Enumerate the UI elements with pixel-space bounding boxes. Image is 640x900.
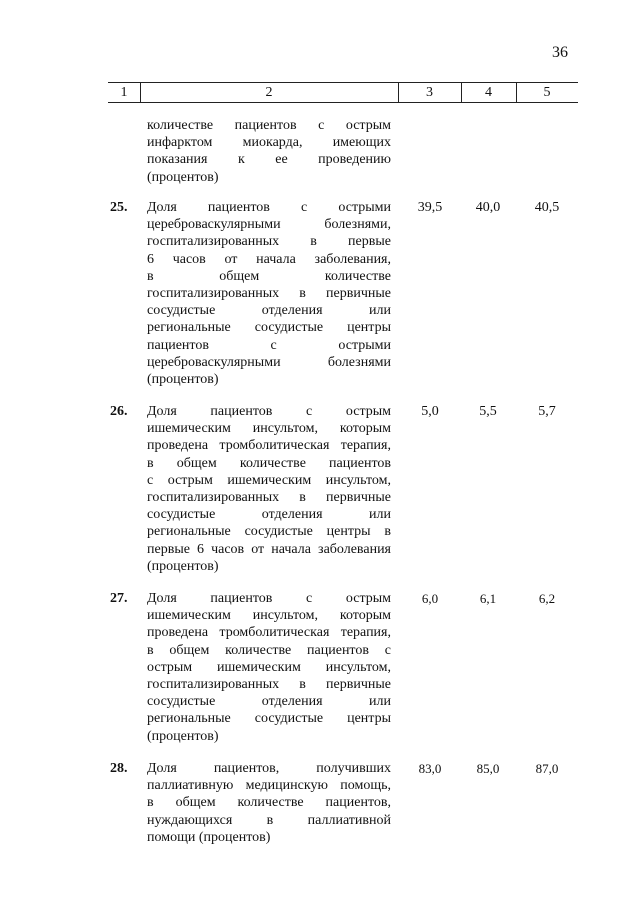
row-number: 25.: [110, 200, 128, 215]
row-description: [147, 199, 391, 388]
header-col-4: 4: [485, 85, 492, 100]
table-header: [108, 82, 578, 103]
row-description: [147, 117, 391, 186]
description-line: Доля пациентов с острым: [147, 591, 391, 606]
page-number: 36: [552, 44, 568, 61]
value-col-4: 40,0: [475, 200, 501, 215]
row-description: [147, 590, 391, 745]
row-number: 28.: [110, 761, 128, 776]
value-col-5: 5,7: [538, 404, 556, 419]
description-line: в общем количестве пациентов: [147, 455, 391, 471]
description-line: сосудистые отделения или: [147, 694, 391, 710]
description-line: госпитализированных в первичные: [147, 286, 391, 302]
description-line: (процентов): [147, 169, 219, 185]
description-line: региональные сосудистые центры: [147, 320, 391, 336]
value-col-5: 87,0: [535, 761, 559, 776]
description-line: в общем количестве: [147, 268, 391, 284]
description-line: с острым ишемическим инсультом,: [147, 472, 391, 488]
description-line: региональные сосудистые центры: [147, 711, 391, 727]
value-col-4: 5,5: [479, 404, 497, 419]
description-line: проведена тромболитическая терапия,: [147, 438, 391, 454]
description-line: пациентов с острыми: [147, 337, 391, 353]
value-col-3: 6,0: [421, 591, 439, 606]
description-line: региональные сосудистые центры в: [147, 524, 391, 540]
description-line: (процентов): [147, 372, 219, 388]
description-line: в общем количестве пациентов,: [147, 795, 391, 811]
value-col-3: 39,5: [417, 200, 443, 215]
header-col-2: 2: [265, 85, 273, 100]
value-col-3: 83,0: [418, 761, 442, 776]
description-line: нуждающихся в паллиативной: [147, 812, 391, 828]
description-line: ишемическим инсультом, которым: [147, 608, 391, 624]
value-col-5: 40,5: [534, 200, 560, 215]
description-line: 6 часов от начала заболевания,: [147, 251, 391, 267]
value-col-5: 6,2: [538, 591, 556, 606]
description-line: сосудистые отделения или: [147, 507, 391, 523]
description-line: (процентов): [147, 558, 219, 574]
description-line: цереброваскулярными болезнями: [147, 354, 391, 370]
description-line: (процентов): [147, 728, 219, 744]
description-line: острым ишемическим инсультом,: [147, 659, 391, 675]
row-number: 27.: [110, 591, 128, 606]
description-line: количестве пациентов с острым: [147, 118, 391, 133]
description-line: Доля пациентов с острыми: [147, 200, 391, 215]
description-line: помощи (процентов): [147, 829, 271, 845]
row-number: 26.: [110, 404, 128, 419]
description-line: показания к ее проведению: [147, 152, 391, 168]
description-line: Доля пациентов, получивших: [147, 761, 391, 776]
description-line: сосудистые отделения или: [147, 303, 391, 319]
description-line: госпитализированных в первичные: [147, 490, 391, 506]
row-description: [147, 760, 391, 846]
value-col-4: 6,1: [479, 591, 497, 606]
description-line: Доля пациентов с острым: [147, 404, 391, 419]
description-line: в общем количестве пациентов с: [147, 642, 391, 658]
header-col-5: 5: [543, 85, 551, 100]
description-line: цереброваскулярными болезнями,: [147, 217, 391, 233]
row-description: [147, 403, 391, 575]
description-line: ишемическим инсультом, которым: [147, 421, 391, 437]
value-col-4: 85,0: [476, 761, 500, 776]
value-col-3: 5,0: [421, 404, 439, 419]
description-line: проведена тромболитическая терапия,: [147, 625, 391, 641]
description-line: инфарктом миокарда, имеющих: [147, 135, 391, 151]
header-col-3: 3: [426, 85, 433, 100]
description-line: госпитализированных в первичные: [147, 677, 391, 693]
description-line: паллиативную медицинскую помощь,: [147, 778, 391, 794]
description-line: первые 6 часов от начала заболевания: [147, 541, 391, 557]
description-line: госпитализированных в первые: [147, 234, 391, 250]
header-col-1: 1: [120, 85, 128, 100]
